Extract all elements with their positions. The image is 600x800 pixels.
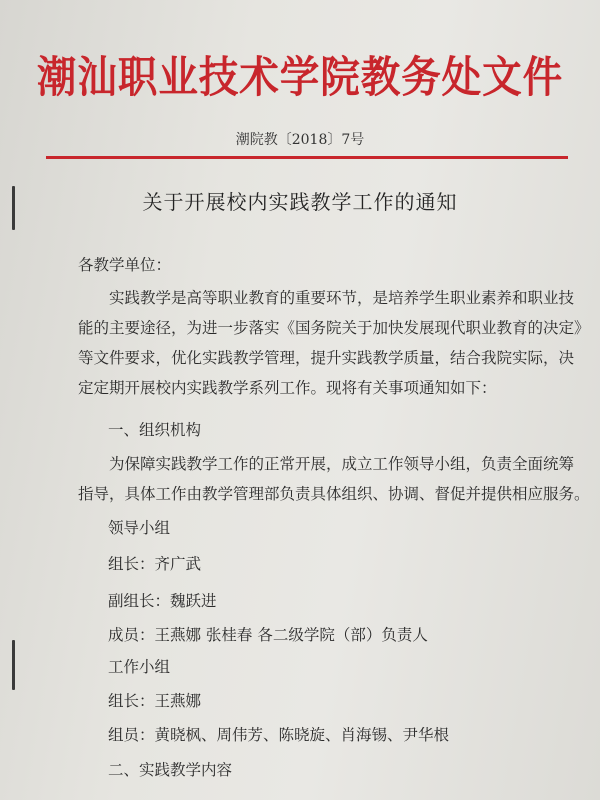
deputy-leader-line: 副组长：魏跃进 (108, 592, 217, 610)
salutation: 各教学单位： (78, 256, 172, 274)
intro-paragraph (78, 283, 590, 403)
section1-paragraph (78, 449, 590, 509)
working-members-line: 组员：黄晓枫、周伟芳、陈晓旋、肖海锡、尹华根 (108, 726, 450, 744)
section1-heading: 一、组织机构 (108, 421, 202, 439)
binding-mark-bottom (12, 640, 15, 690)
leadership-members-line: 成员：王燕娜 张桂春 各二级学院（部）负责人 (108, 626, 428, 644)
intro-line-2: 能的主要途径，为进一步落实《国务院关于加快发展现代职业教育的决定》 (78, 319, 590, 337)
intro-line-1: 实践教学是高等职业教育的重要环节，是培养学生职业素养和职业技 (109, 289, 575, 307)
section1-line-2: 指导，具体工作由教学管理部负责具体组织、协调、督促并提供相应服务。 (78, 485, 590, 503)
working-leader-line: 组长：王燕娜 (108, 692, 202, 710)
working-group-label: 工作小组 (108, 658, 171, 676)
notice-title: 关于开展校内实践教学工作的通知 (142, 190, 458, 214)
document-number: 潮院教〔2018〕7号 (235, 132, 365, 148)
org-header-title: 潮汕职业技术学院教务处文件 (36, 53, 564, 103)
intro-line-3: 等文件要求，优化实践教学管理，提升实践教学质量，结合我院实际，决 (78, 349, 575, 367)
leader-line: 组长：齐广武 (108, 555, 202, 573)
section1-line-1: 为保障实践教学工作的正常开展，成立工作领导小组，负责全面统筹 (109, 455, 575, 473)
intro-line-4: 定定期开展校内实践教学系列工作。现将有关事项通知如下： (78, 379, 497, 397)
header-red-rule (46, 156, 568, 159)
leadership-group-label: 领导小组 (108, 519, 171, 537)
section2-heading: 二、实践教学内容 (108, 761, 233, 779)
